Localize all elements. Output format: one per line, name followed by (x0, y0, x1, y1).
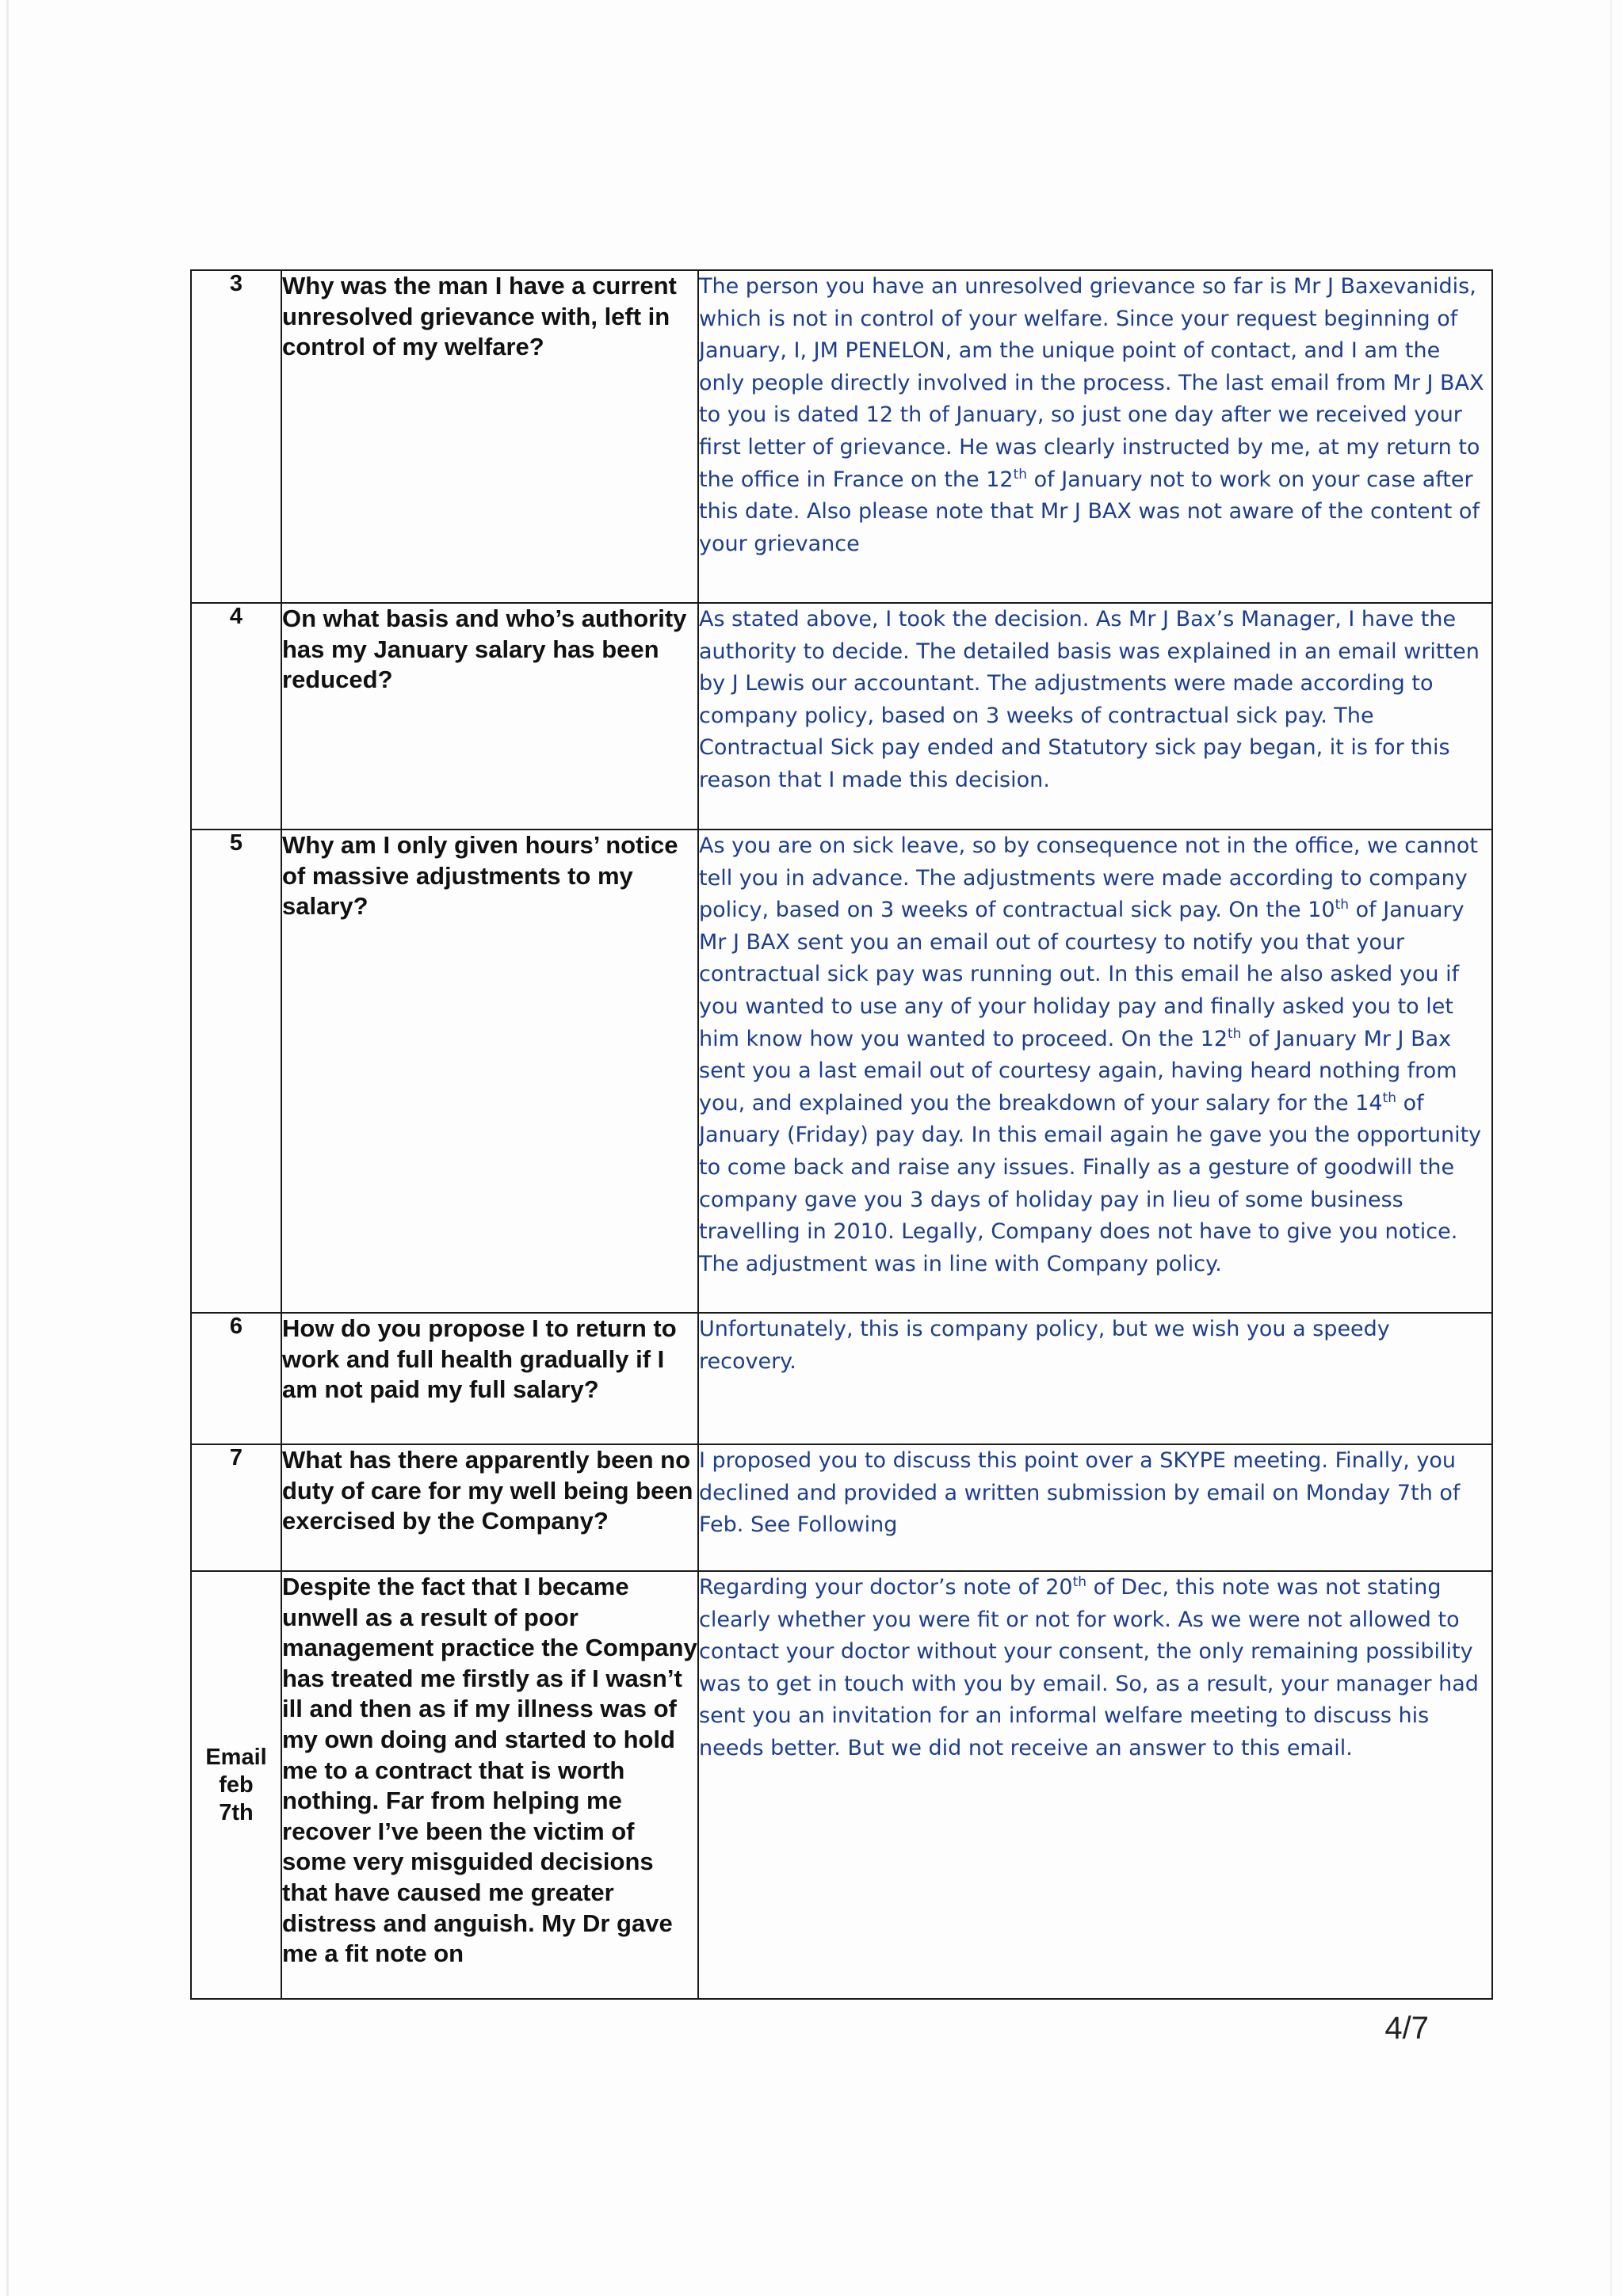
response-text: of January (Friday) pay day. In this email again he gave you the opportunity to come back and raise any issues. Finally as a gesture of goodwill the company gave you 3 days of holiday pay in lieu of some business travelling in 2010. Legally, Company does not have to give you notice. The adjustment was in line with Company policy. (699, 1090, 1482, 1276)
grievance-question: Why was the man I have a current unresolved grievance with, left in control of my welfare? (281, 270, 698, 603)
grievance-question: On what basis and who’s authority has my January salary has been reduced? (281, 603, 698, 830)
scan-edge-right (1610, 0, 1612, 2296)
table-row (191, 1444, 1492, 1571)
row-number: 7 (191, 1444, 281, 1571)
table-row (191, 1571, 1492, 1999)
company-response (698, 270, 1492, 603)
ordinal-suffix: th (1335, 897, 1350, 913)
response-text: of January Mr J BAX sent you an email out of courtesy to notify you that your contractual sick pay was running out. In this email he also asked you if you wanted to use any of your holiday pay and finally asked you to let him know how you wanted to proceed. On the 12 (699, 898, 1465, 1051)
row-number: 4 (191, 603, 281, 830)
ordinal-suffix: th (1013, 466, 1028, 482)
response-text: As you are on sick leave, so by consequence not in the office, we cannot tell you in advance. The adjustments were made according to company policy, based on 3 weeks of contractual sick pay. On the 10 (699, 833, 1478, 923)
table-row (191, 270, 1492, 603)
company-response (698, 830, 1492, 1313)
ordinal-suffix: th (1382, 1089, 1396, 1106)
grievance-question: How do you propose I to return to work and full health gradually if I am not paid my full salary? (281, 1313, 698, 1444)
company-response: Unfortunately, this is company policy, but we wish you a speedy recovery. (698, 1313, 1492, 1444)
grievance-question: Despite the fact that I became unwell as a result of poor management practice the Company has treated me firstly as if I wasn’t ill and then as if my illness was of my own doing and started to hold me to a contract that is worth nothing. Far from helping me recover I’ve been the victim of some very misguided decisions that have caused me greater distress and anguish. My Dr gave me a fit note on (281, 1571, 698, 1999)
grievance-question: What has there apparently been no duty of care for my well being been exercised by the Company? (281, 1444, 698, 1571)
row-number: 5 (191, 830, 281, 1313)
table-row (191, 1313, 1492, 1444)
response-text: of Dec, this note was not stating clearly whether you were fit or not for work. As we were not allowed to contact your doctor without your consent, the only remaining possibility was to get in touch with you by email. So, as a result, your manager had sent you an invitation for an informal welfare meeting to discuss his needs better. But we did not receive an answer to this email. (699, 1575, 1479, 1760)
row-label-email-date (191, 1571, 281, 1999)
table-row (191, 830, 1492, 1313)
table-row (191, 603, 1492, 830)
company-response: As stated above, I took the decision. As Mr J Bax’s Manager, I have the authority to decide. The detailed basis was explained in an email written by J Lewis our accountant. The adjustments were made according to company policy, based on 3 weeks of contractual sick pay. The Contractual Sick pay ended and Statutory sick pay began, it is for this reason that I made this decision. (698, 603, 1492, 830)
scan-edge-left (6, 0, 9, 2296)
response-text: of January not to work on your case after this date. Also please note that Mr J BAX was not aware of the content of your grievance (699, 467, 1480, 556)
response-text: Regarding your doctor’s note of 20 (699, 1575, 1073, 1600)
company-response (698, 1571, 1492, 1999)
row-number: 6 (191, 1313, 281, 1444)
response-text: of January Mr J Bax sent you a last email out of courtesy again, having heard nothing from you, and explained you the breakdown of your salary for the 14 (699, 1026, 1457, 1116)
ordinal-suffix: th (1228, 1025, 1242, 1042)
row-number: 3 (191, 270, 281, 603)
grievance-question: Why am I only given hours’ notice of massive adjustments to my salary? (281, 830, 698, 1313)
ordinal-suffix: th (1072, 1574, 1087, 1590)
grievance-response-table (190, 269, 1493, 2000)
response-text: The person you have an unresolved grievance so far is Mr J Baxevanidis, which is not in control of your welfare. Since your request beginning of January, I, JM PENELON, am the unique point of contact, and I am the only people directly involved in the process. The last email from Mr J BAX to you is dated 12 th of January, so just one day after we received your first letter of grievance. He was clearly instructed by me, at my return to the office in France on the 12 (699, 274, 1484, 492)
row-label-line: Email (205, 1744, 267, 1770)
row-label-line: feb (219, 1772, 254, 1798)
row-label-line: 7th (219, 1799, 254, 1825)
page-number: 4/7 (1384, 2011, 1429, 2046)
company-response: I proposed you to discuss this point over a SKYPE meeting. Finally, you declined and provided a written submission by email on Monday 7th of Feb. See Following (698, 1444, 1492, 1571)
